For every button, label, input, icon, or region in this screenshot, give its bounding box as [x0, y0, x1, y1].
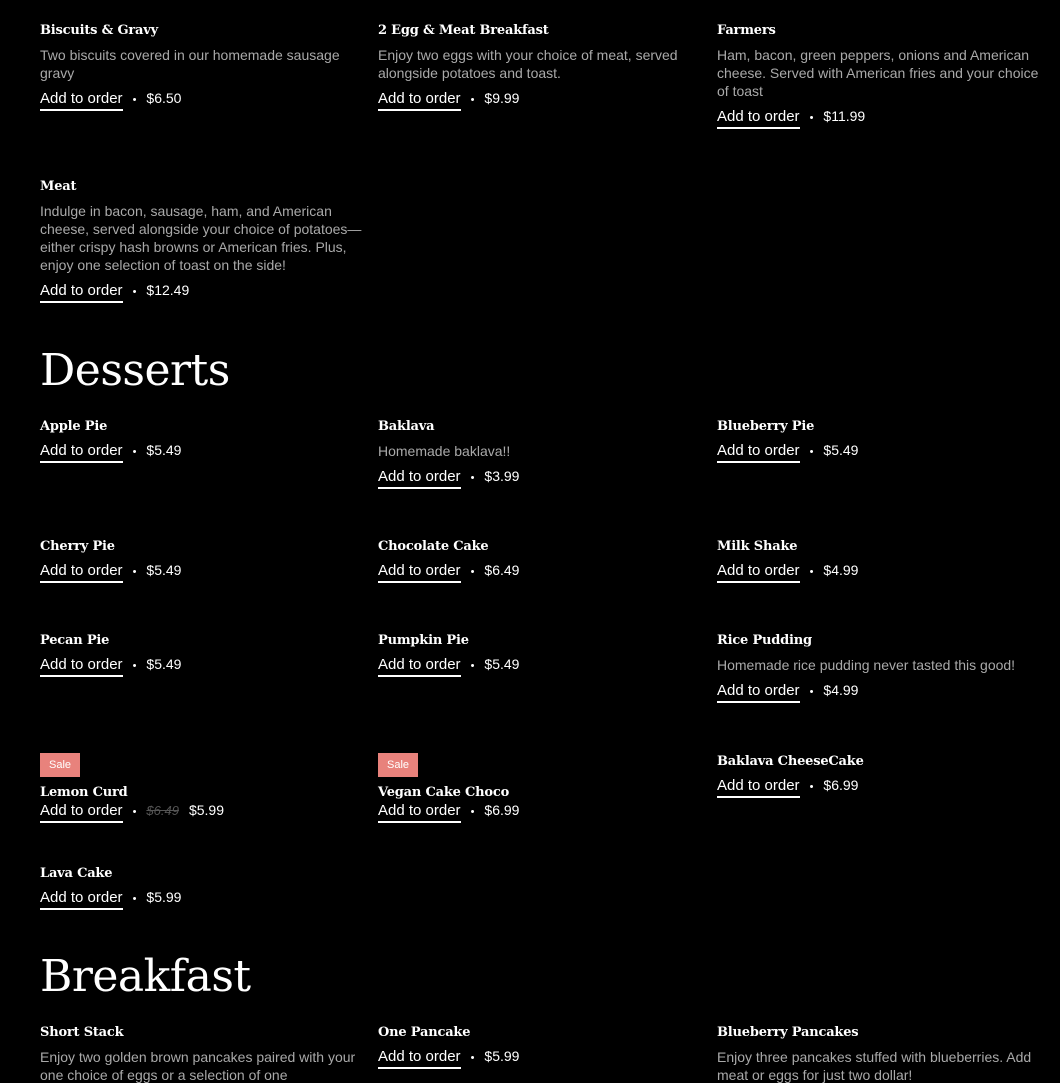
item-name: Biscuits & Gravy: [40, 23, 158, 38]
separator-dot: •: [470, 472, 475, 484]
order-row: [40, 656, 365, 677]
item-name: Pecan Pie: [40, 633, 110, 648]
item-name: Cherry Pie: [40, 539, 115, 554]
menu-item-biscuits-gravy: [40, 22, 365, 111]
separator-dot: •: [132, 446, 137, 458]
order-row: [378, 802, 703, 823]
menu-item-one-pancake: [378, 1024, 703, 1069]
add-to-order-button[interactable]: Add to order: [40, 442, 123, 463]
menu-item-milk-shake: [717, 538, 1047, 583]
separator-dot: •: [809, 112, 814, 124]
sale-price: $5.99: [188, 802, 225, 818]
item-price: $5.99: [146, 889, 182, 905]
menu-item-blueberry-pie: [717, 418, 1047, 463]
add-to-order-button[interactable]: Add to order: [378, 1048, 461, 1069]
order-row: [40, 442, 365, 463]
add-to-order-button[interactable]: Add to order: [378, 468, 461, 489]
item-price: $3.99: [484, 468, 520, 484]
item-price: $6.49: [484, 562, 520, 578]
order-row: [717, 442, 1047, 463]
order-row: [40, 889, 365, 910]
item-name: Chocolate Cake: [378, 539, 489, 554]
menu-item-lemon-curd: [40, 753, 365, 823]
menu-item-cherry-pie: [40, 538, 365, 583]
menu-item-baklava-cheesecake: [717, 753, 1047, 798]
section-title-desserts: Desserts: [40, 345, 230, 396]
item-price: $6.99: [823, 777, 859, 793]
order-row: [40, 562, 365, 583]
item-price: $5.49: [146, 442, 182, 458]
item-name: One Pancake: [378, 1025, 471, 1040]
separator-dot: •: [132, 286, 137, 298]
item-description: Ham, bacon, green peppers, onions and American cheese. Served with American fries and your choice of toast: [717, 47, 1039, 99]
item-name: Lava Cake: [40, 866, 113, 881]
add-to-order-button[interactable]: Add to order: [40, 562, 123, 583]
add-to-order-button[interactable]: Add to order: [378, 802, 461, 823]
separator-dot: •: [132, 806, 137, 818]
item-price: $11.99: [823, 108, 866, 124]
item-price: $5.49: [484, 656, 520, 672]
menu-item-baklava: [378, 418, 703, 489]
separator-dot: •: [809, 566, 814, 578]
menu-item-lava-cake: [40, 865, 365, 910]
order-row: [717, 777, 1047, 798]
item-description: Two biscuits covered in our homemade sausage gravy: [40, 47, 340, 81]
item-price: $6.50: [146, 90, 182, 106]
separator-dot: •: [809, 781, 814, 793]
item-description: Indulge in bacon, sausage, ham, and American cheese, served alongside your choice of potatoes—either crispy hash browns or American fries. Plus, enjoy one selection of toast on the side!: [40, 203, 362, 273]
separator-dot: •: [470, 94, 475, 106]
separator-dot: •: [132, 94, 137, 106]
item-description: Enjoy three pancakes stuffed with blueberries. Add meat or eggs for just two dollar!: [717, 1049, 1032, 1083]
separator-dot: •: [132, 566, 137, 578]
item-price: $9.99: [484, 90, 520, 106]
menu-item-pumpkin-pie: [378, 632, 703, 677]
add-to-order-button[interactable]: Add to order: [717, 108, 800, 129]
menu-item-pecan-pie: [40, 632, 365, 677]
item-name: Lemon Curd: [40, 785, 128, 800]
item-price: $5.49: [146, 656, 182, 672]
separator-dot: •: [132, 893, 137, 905]
menu-item-vegan-cake-choco: [378, 753, 703, 823]
item-name: Apple Pie: [40, 419, 108, 434]
order-row: [717, 682, 1047, 703]
item-name: Baklava CheeseCake: [717, 754, 864, 769]
menu-item-apple-pie: [40, 418, 365, 463]
order-row: [40, 90, 365, 111]
add-to-order-button[interactable]: Add to order: [717, 777, 800, 798]
item-price: $4.99: [823, 682, 859, 698]
add-to-order-button[interactable]: Add to order: [378, 562, 461, 583]
item-name: Blueberry Pancakes: [717, 1025, 859, 1040]
item-description: Enjoy two eggs with your choice of meat, served alongside potatoes and toast.: [378, 47, 678, 81]
item-price: $6.99: [484, 802, 520, 818]
separator-dot: •: [470, 566, 475, 578]
item-description: Homemade baklava!!: [378, 443, 511, 459]
order-row: [717, 108, 1047, 129]
order-row: [717, 562, 1047, 583]
separator-dot: •: [132, 660, 137, 672]
item-name: Vegan Cake Choco: [378, 785, 510, 800]
item-name: Milk Shake: [717, 539, 798, 554]
separator-dot: •: [809, 446, 814, 458]
item-name: Meat: [40, 179, 77, 194]
order-row: [378, 1048, 703, 1069]
item-name: Farmers: [717, 23, 776, 38]
separator-dot: •: [470, 806, 475, 818]
add-to-order-button[interactable]: Add to order: [40, 802, 123, 823]
item-name: Baklava: [378, 419, 435, 434]
add-to-order-button[interactable]: Add to order: [378, 90, 461, 111]
add-to-order-button[interactable]: Add to order: [40, 282, 123, 303]
add-to-order-button[interactable]: Add to order: [40, 656, 123, 677]
item-name: Pumpkin Pie: [378, 633, 469, 648]
order-row: [40, 282, 365, 303]
order-row: [378, 90, 703, 111]
order-row: [378, 562, 703, 583]
item-price: $4.99: [823, 562, 859, 578]
item-name: Short Stack: [40, 1025, 124, 1040]
menu-item-meat: [40, 178, 365, 303]
sale-badge: Sale: [40, 753, 80, 777]
item-price: $5.49: [146, 562, 182, 578]
separator-dot: •: [809, 686, 814, 698]
menu-item-chocolate-cake: [378, 538, 703, 583]
item-description: Homemade rice pudding never tasted this good!: [717, 657, 1016, 673]
item-price: $5.49: [823, 442, 859, 458]
item-name: Rice Pudding: [717, 633, 812, 648]
original-price: $6.49: [146, 803, 179, 818]
order-row: [378, 656, 703, 677]
item-name: 2 Egg & Meat Breakfast: [378, 23, 549, 38]
menu-item-farmers: [717, 22, 1047, 129]
add-to-order-button[interactable]: Add to order: [717, 682, 800, 703]
menu-item-blueberry-pancakes: [717, 1024, 1047, 1083]
section-title-breakfast: Breakfast: [40, 951, 251, 1002]
separator-dot: •: [470, 660, 475, 672]
order-row: [378, 468, 703, 489]
item-description: Enjoy two golden brown pancakes paired with your one choice of eggs or a selection of one: [40, 1049, 356, 1083]
order-row: [40, 802, 365, 823]
menu-item-rice-pudding: [717, 632, 1047, 703]
separator-dot: •: [470, 1052, 475, 1064]
add-to-order-button[interactable]: Add to order: [717, 442, 800, 463]
add-to-order-button[interactable]: Add to order: [40, 889, 123, 910]
item-price: $5.99: [484, 1048, 520, 1064]
add-to-order-button[interactable]: Add to order: [378, 656, 461, 677]
add-to-order-button[interactable]: Add to order: [40, 90, 123, 111]
item-price: $12.49: [146, 282, 190, 298]
sale-badge: Sale: [378, 753, 418, 777]
menu-item-2-egg-meat-breakfast: [378, 22, 703, 111]
menu-item-short-stack: [40, 1024, 365, 1083]
item-name: Blueberry Pie: [717, 419, 815, 434]
add-to-order-button[interactable]: Add to order: [717, 562, 800, 583]
